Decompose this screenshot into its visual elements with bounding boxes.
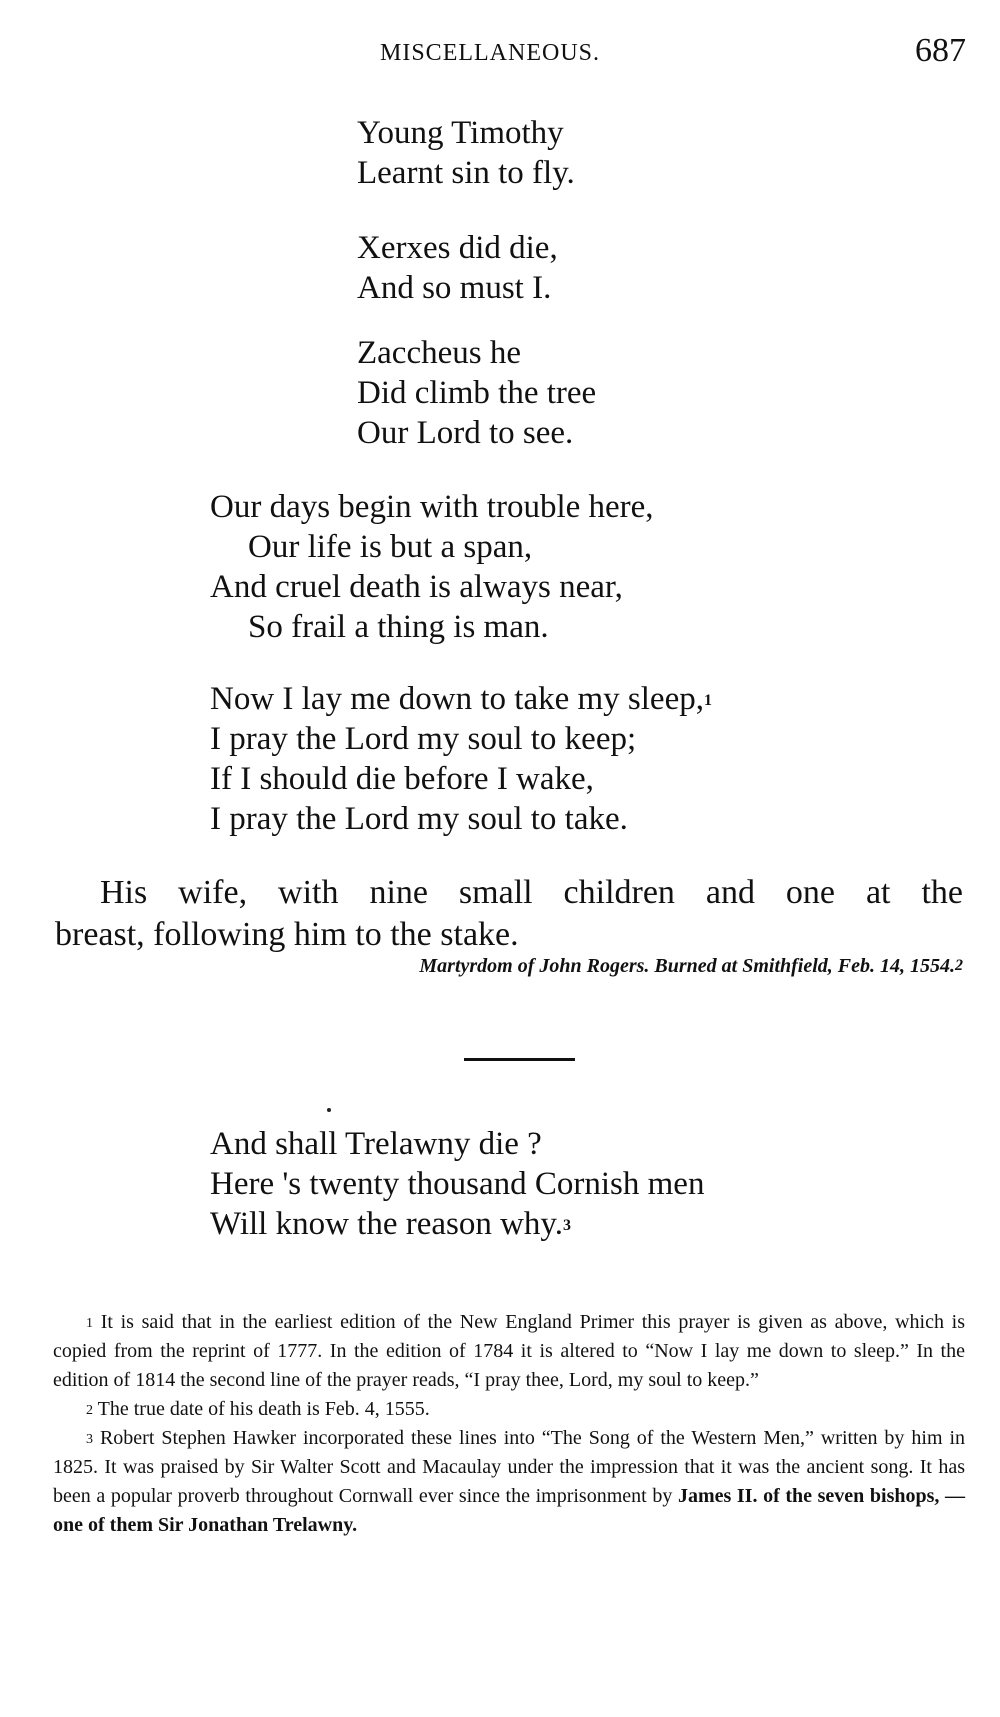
running-header-title: MISCELLANEOUS. — [380, 40, 601, 66]
attribution-text: Martyrdom of John Rogers. Burned at Smithfield, Feb. 14, 1554. — [419, 955, 955, 977]
footnote-number: 1 — [86, 1316, 93, 1331]
footnote-2 — [53, 1395, 965, 1424]
stray-dot — [327, 1108, 331, 1112]
stanza-zaccheus — [357, 333, 596, 453]
verse-line: Our life is but a span, — [248, 529, 533, 565]
footnote-1 — [53, 1308, 965, 1395]
verse-line — [210, 679, 712, 719]
prose-line: breast, following him to the stake. — [55, 916, 519, 953]
verse-line: I pray the Lord my soul to keep; — [210, 721, 637, 757]
verse-line: If I should die before I wake, — [210, 761, 594, 797]
stanza-trelawny — [210, 1124, 704, 1244]
section-divider — [464, 1058, 575, 1061]
footnote-text: It is said that in the earliest edition of the New England Primer this prayer is given as above, which is copied from the reprint of 1777. In the edition of 1784 it is altered to “Now I lay me down to sleep.” In the edition of 1814 the second line of the prayer reads, “I pray thee, Lord, my soul to keep.” — [53, 1311, 965, 1391]
verse-line: Xerxes did die, — [357, 230, 558, 266]
stanza-xerxes — [357, 228, 558, 308]
verse-line: Did climb the tree — [357, 375, 597, 411]
verse-line: Our days begin with trouble here, — [210, 489, 654, 525]
footnote-3 — [53, 1424, 965, 1540]
footnote-text: Robert Stephen Hawker incorporated these lines into “The Song of the Western Men,” written by him in 1825. It was praised by Sir Walter Scott and Macaulay under the impression that it was the ancient song. It has been a popular proverb throughout Cornwall ever since the imprisonment by — [53, 1427, 965, 1507]
verse-text: Will know the reason why. — [210, 1206, 564, 1242]
verse-line — [210, 1204, 704, 1244]
stanza-our-days — [210, 487, 654, 647]
stanza-timothy — [357, 113, 575, 193]
verse-line: Young Timothy — [357, 115, 564, 151]
verse-line: Learnt sin to fly. — [357, 155, 575, 191]
verse-text: Now I lay me down to take my sleep, — [210, 681, 704, 717]
verse-line: And shall Trelawny die ? — [210, 1126, 542, 1162]
footnote-number: 2 — [86, 1403, 93, 1418]
footnote-text: The true date of his death is Feb. 4, 1555. — [97, 1398, 430, 1420]
footnote-ref: 3 — [563, 1217, 572, 1234]
page-number: 687 — [915, 32, 966, 69]
verse-line: Here 's twenty thousand Cornish men — [210, 1166, 705, 1202]
prose-line: His wife, with nine small children and one at the — [100, 874, 963, 911]
stanza-prayer — [210, 679, 712, 839]
footnote-ref: 1 — [703, 692, 712, 709]
footnotes — [53, 1308, 965, 1540]
footnote-text-bold: James II. of the seven bishops, —one of them Sir Jonathan Trelawny. — [53, 1485, 966, 1536]
verse-line: Our Lord to see. — [357, 415, 574, 451]
verse-line: So frail a thing is man. — [248, 609, 549, 645]
footnote-ref: 2 — [955, 957, 963, 974]
verse-line: Zaccheus he — [357, 335, 521, 371]
attribution — [160, 955, 963, 978]
prose-paragraph — [55, 872, 963, 956]
verse-line: And cruel death is always near, — [210, 569, 623, 605]
verse-line: And so must I. — [357, 270, 552, 306]
verse-line: I pray the Lord my soul to take. — [210, 801, 628, 837]
footnote-number: 3 — [86, 1432, 93, 1447]
